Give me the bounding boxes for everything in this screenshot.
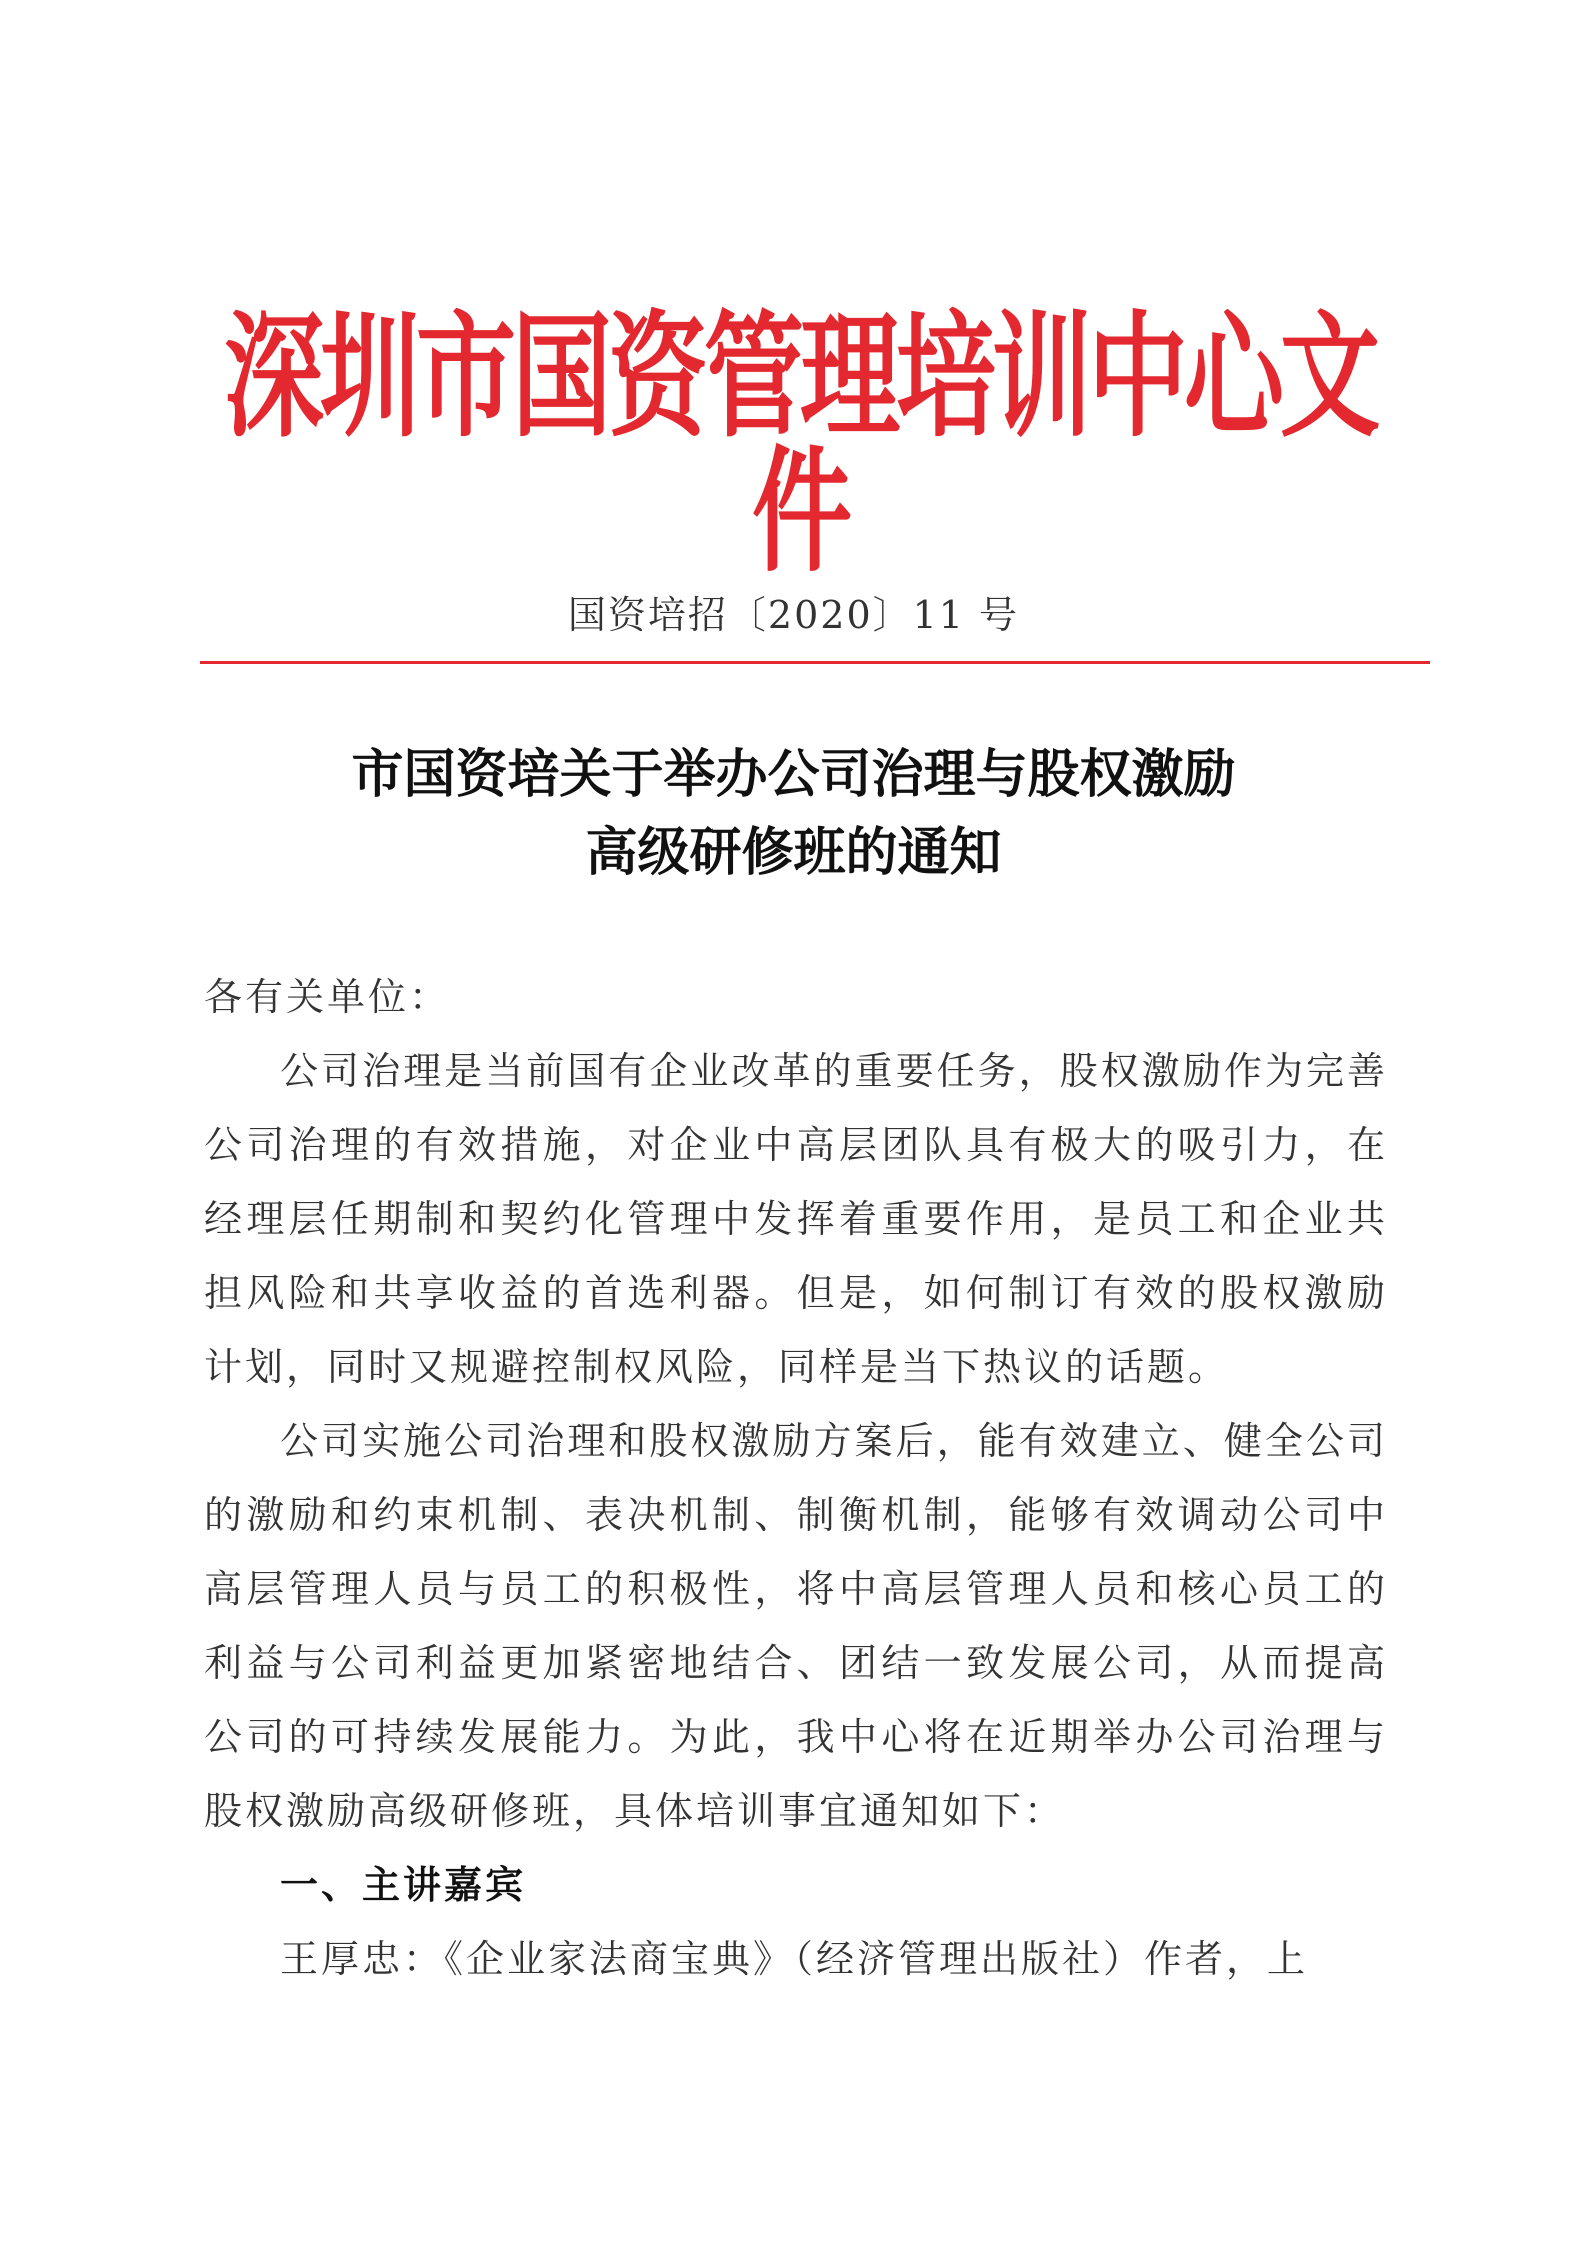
section-heading-speakers: 一、主讲嘉宾 <box>280 1863 527 1907</box>
notice-title-line-1: 市国资培关于举办公司治理与股权激励 <box>351 744 1236 805</box>
body-paragraph-3: 王厚忠：《企业家法商宝典》（经济管理出版社）作者，上 <box>280 1937 1309 1981</box>
salutation: 各有关单位： <box>204 975 451 1019</box>
document-number: 国资培招〔2020〕11 号 <box>567 593 1020 637</box>
notice-title <box>0 736 1587 892</box>
issuer-header-title: 深圳市国资管理培训中心文件 <box>224 297 1376 591</box>
notice-title-line-2: 高级研修班的通知 <box>585 822 1002 883</box>
red-divider-line <box>200 661 1430 664</box>
body-paragraph-1: 公司治理是当前国有企业改革的重要任务，股权激励作为完善公司治理的有效措施，对企业中高层团队具有极大的吸引力，在经理层任期制和契约化管理中发挥着重要作用，是员工和企业共担风险和共享收益的首选利器。但是，如何制订有效的股权激励计划，同时又规避控制权风险，同样是当下热议的话题。 <box>204 1049 1388 1389</box>
document-body <box>204 960 1388 1996</box>
body-paragraph-2: 公司实施公司治理和股权激励方案后，能有效建立、健全公司的激励和约束机制、表决机制、制衡机制，能够有效调动公司中高层管理人员与员工的积极性，将中高层管理人员和核心员工的利益与公司利益更加紧密地结合、团结一致发展公司，从而提高公司的可持续发展能力。为此，我中心将在近期举办公司治理与股权激励高级研修班，具体培训事宜通知如下： <box>204 1419 1388 1833</box>
